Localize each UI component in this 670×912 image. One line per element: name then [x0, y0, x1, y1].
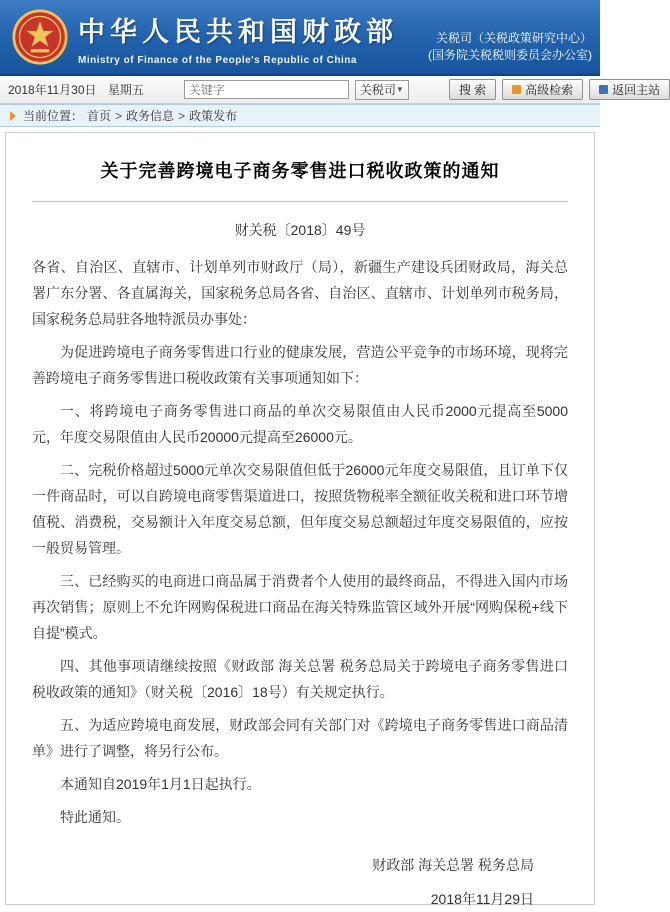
signature-date: 2018年11月29日 — [430, 891, 534, 907]
title-divider — [32, 201, 568, 202]
home-icon — [599, 85, 608, 94]
department-name — [428, 30, 592, 64]
site-title: 中华人民共和国财政部 — [78, 17, 398, 47]
toolbar — [0, 76, 661, 104]
current-date: 2018年11月30日 — [8, 83, 97, 97]
signature-block — [32, 852, 568, 912]
header-titles — [78, 10, 398, 66]
document-number: 财关税〔2018〕49号 — [234, 222, 366, 238]
article-paragraph: 一、将跨境电子商务零售进口商品的单次交易限值由人民币2000元提高至5000元，年度交易限值由人民币20000元提高至26000元。 — [32, 403, 568, 445]
return-home-label: 返回主站 — [612, 83, 661, 97]
article-title: 关于完善跨境电子商务零售进口税收政策的通知 — [100, 161, 500, 181]
department-select-value: 关税司 — [359, 83, 396, 97]
article-body — [32, 254, 568, 830]
breadcrumb — [0, 104, 600, 127]
article-paragraph: 各省、自治区、直辖市、计划单列市财政厅（局），新疆生产建设兵团财政局，海关总署广东分署、各直属海关，国家税务总局各省、自治区、直辖市、计划单列市税务局，国家税务总局驻各地特派员办事处： — [32, 259, 568, 327]
department-line-1: 关税司（关税政策研究中心） — [435, 31, 592, 45]
department-select[interactable] — [355, 80, 409, 100]
signature-issuers: 财政部 海关总署 税务总局 — [372, 857, 534, 873]
national-emblem-icon — [12, 9, 68, 65]
article-paragraph: 特此通知。 — [60, 809, 130, 825]
site-subtitle: Ministry of Finance of the People's Republic of China — [78, 55, 357, 66]
article-paragraph: 四、其他事项请继续按照《财政部 海关总署 税务总局关于跨境电子商务零售进口税收政策的通知》（财关税〔2016〕18号）有关规定执行。 — [32, 658, 568, 700]
site-header — [0, 0, 600, 76]
article-paragraph: 三、已经购买的电商进口商品属于消费者个人使用的最终商品，不得进入国内市场再次销售；原则上不允许网购保税进口商品在海关特殊监管区域外开展“网购保税+线下自提”模式。 — [32, 573, 568, 641]
search-button[interactable] — [449, 79, 496, 100]
breadcrumb-separator: > — [115, 108, 123, 123]
advanced-search-label: 高级检索 — [525, 83, 574, 97]
article-paragraph: 为促进跨境电子商务零售进口行业的健康发展，营造公平竞争的市场环境，现将完善跨境电子商务零售进口税收政策有关事项通知如下： — [32, 344, 568, 386]
current-weekday: 星期五 — [107, 83, 144, 97]
breadcrumb-separator: > — [178, 108, 186, 123]
breadcrumb-home-link[interactable]: 首页 — [87, 109, 112, 123]
advanced-search-icon — [512, 85, 521, 94]
article-paragraph: 五、为适应跨境电商发展，财政部会同有关部门对《跨境电子商务零售进口商品清单》进行了调整，将另行公布。 — [32, 717, 568, 759]
search-button-label: 搜 索 — [458, 83, 487, 97]
breadcrumb-gov-info-link[interactable]: 政务信息 — [126, 109, 175, 123]
department-line-2: (国务院关税税则委员会办公室) — [428, 48, 592, 62]
advanced-search-button[interactable] — [502, 79, 583, 100]
return-home-button[interactable] — [589, 79, 670, 100]
article-paragraph: 二、完税价格超过5000元单次交易限值但低于26000元年度交易限值，且订单下仅一件商品时，可以自跨境电商零售渠道进口，按照货物税率全额征收关税和进口环节增值税、消费税，交易额计入年度交易总额，但年度交易总额超过年度交易限值的，应按一般贸易管理。 — [32, 462, 568, 556]
chevron-down-icon: ▼ — [395, 85, 404, 94]
article-container — [5, 132, 595, 905]
search-input[interactable] — [184, 80, 349, 99]
breadcrumb-label: 当前位置： — [23, 109, 84, 123]
breadcrumb-marker-icon — [10, 111, 16, 121]
article-paragraph: 本通知自2019年1月1日起执行。 — [60, 776, 261, 792]
date-display — [8, 81, 152, 98]
breadcrumb-policy-link[interactable]: 政策发布 — [189, 109, 238, 123]
